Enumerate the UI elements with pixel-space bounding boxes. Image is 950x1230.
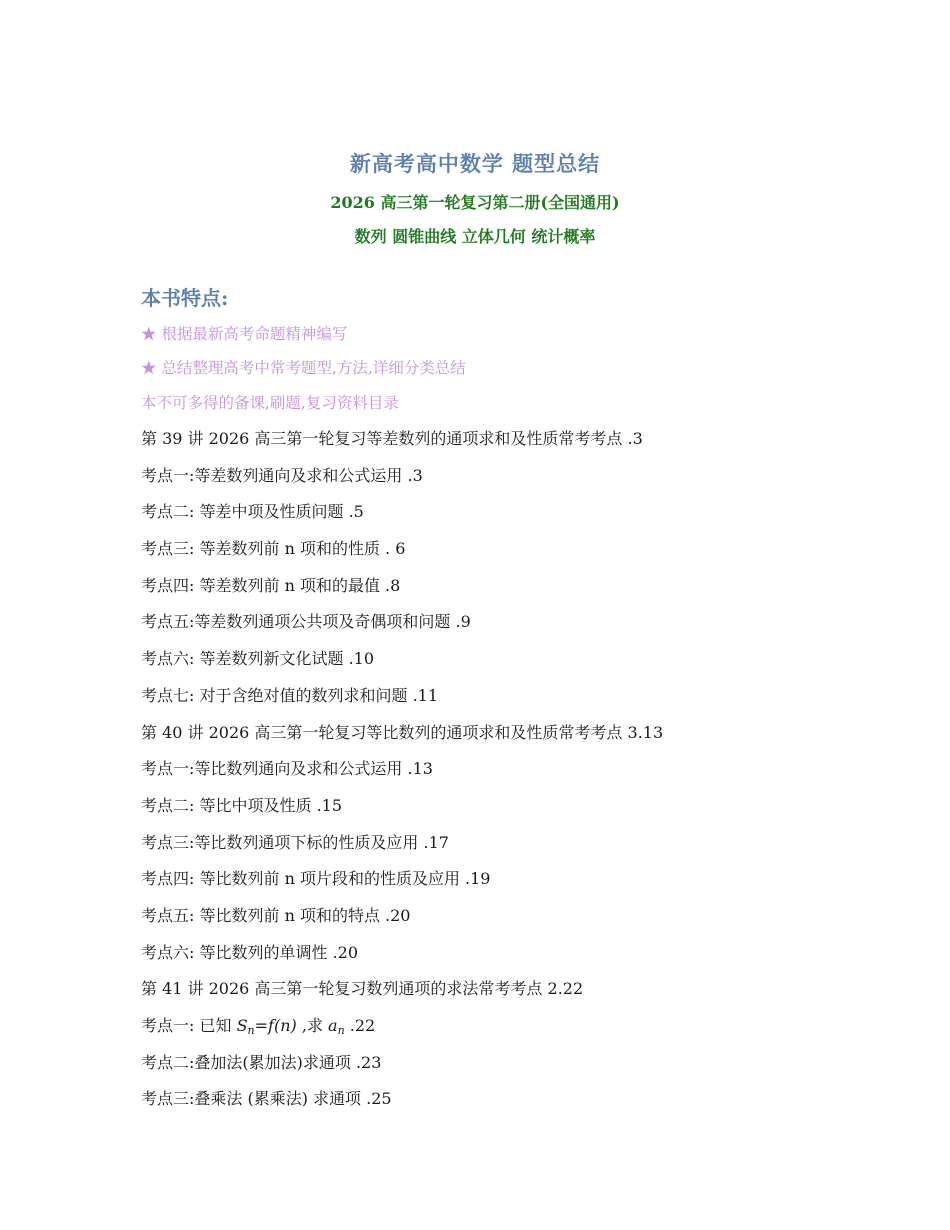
toc-formula-mid: ,求 <box>296 1016 329 1035</box>
toc-formula-prefix: 考点一: 已知 <box>141 1016 237 1035</box>
formula-equals-f: =f <box>254 1016 274 1035</box>
table-of-contents <box>141 426 861 1123</box>
page-title: 新高考高中数学 题型总结 <box>349 151 601 176</box>
toc-entry[interactable]: 考点六: 等比数列的单调性 .20 <box>141 942 359 962</box>
toc-entry[interactable]: 考点四: 等差数列前 n 项和的最值 .8 <box>141 575 401 595</box>
toc-formula-page: .22 <box>344 1016 376 1035</box>
subtitle-edition: 2026 高三第一轮复习第二册(全国通用) <box>330 193 620 212</box>
toc-entry[interactable]: 考点一:等差数列通向及求和公式运用 .3 <box>141 465 423 485</box>
toc-entry-lecture-41[interactable]: 第 41 讲 2026 高三第一轮复习数列通项的求法常考考点 2.22 <box>141 979 584 999</box>
formula-paren-n: (n) <box>273 1016 297 1035</box>
subtitle-topics: 数列 圆锥曲线 立体几何 统计概率 <box>354 227 596 246</box>
toc-entry-lecture-40[interactable]: 第 40 讲 2026 高三第一轮复习等比数列的通项求和及性质常考考点 3.13 <box>141 722 664 742</box>
formula-s-subscript: n <box>247 1024 255 1037</box>
toc-entry[interactable]: 考点三: 等差数列前 n 项和的性质 . 6 <box>141 539 406 559</box>
toc-entry[interactable]: 考点六: 等差数列新文化试题 .10 <box>141 649 375 669</box>
feature-item: ★ 根据最新高考命题精神编写 <box>141 325 348 343</box>
toc-entry-lecture-39[interactable]: 第 39 讲 2026 高三第一轮复习等差数列的通项求和及性质常考考点 .3 <box>141 429 643 448</box>
toc-entry[interactable]: 考点二: 等比中项及性质 .15 <box>141 795 343 815</box>
toc-entry[interactable]: 考点四: 等比数列前 n 项片段和的性质及应用 .19 <box>141 869 491 889</box>
toc-entry[interactable]: 考点三:叠乘法 (累乘法) 求通项 .25 <box>141 1089 392 1109</box>
toc-entry-formula[interactable] <box>141 1013 861 1050</box>
features-heading: 本书特点: <box>141 286 229 310</box>
formula-a: a <box>328 1016 338 1035</box>
toc-entry[interactable]: 考点三:等比数列通项下标的性质及应用 .17 <box>141 832 449 852</box>
toc-entry[interactable]: 考点五: 等比数列前 n 项和的特点 .20 <box>141 905 411 925</box>
feature-item: 本不可多得的备课,刷题,复习资料目录 <box>141 394 399 412</box>
toc-entry[interactable]: 考点二:叠加法(累加法)求通项 .23 <box>141 1052 382 1072</box>
formula-a-subscript: n <box>337 1024 345 1037</box>
toc-entry[interactable]: 考点七: 对于含绝对值的数列求和问题 .11 <box>141 685 439 705</box>
toc-entry[interactable]: 考点一:等比数列通向及求和公式运用 .13 <box>141 759 433 779</box>
formula-s: S <box>236 1016 248 1035</box>
toc-entry[interactable]: 考点二: 等差中项及性质问题 .5 <box>141 502 364 522</box>
toc-entry[interactable]: 考点五:等差数列通项公共项及奇偶项和问题 .9 <box>141 612 471 632</box>
feature-item: ★ 总结整理高考中常考题型,方法,详细分类总结 <box>141 359 466 377</box>
